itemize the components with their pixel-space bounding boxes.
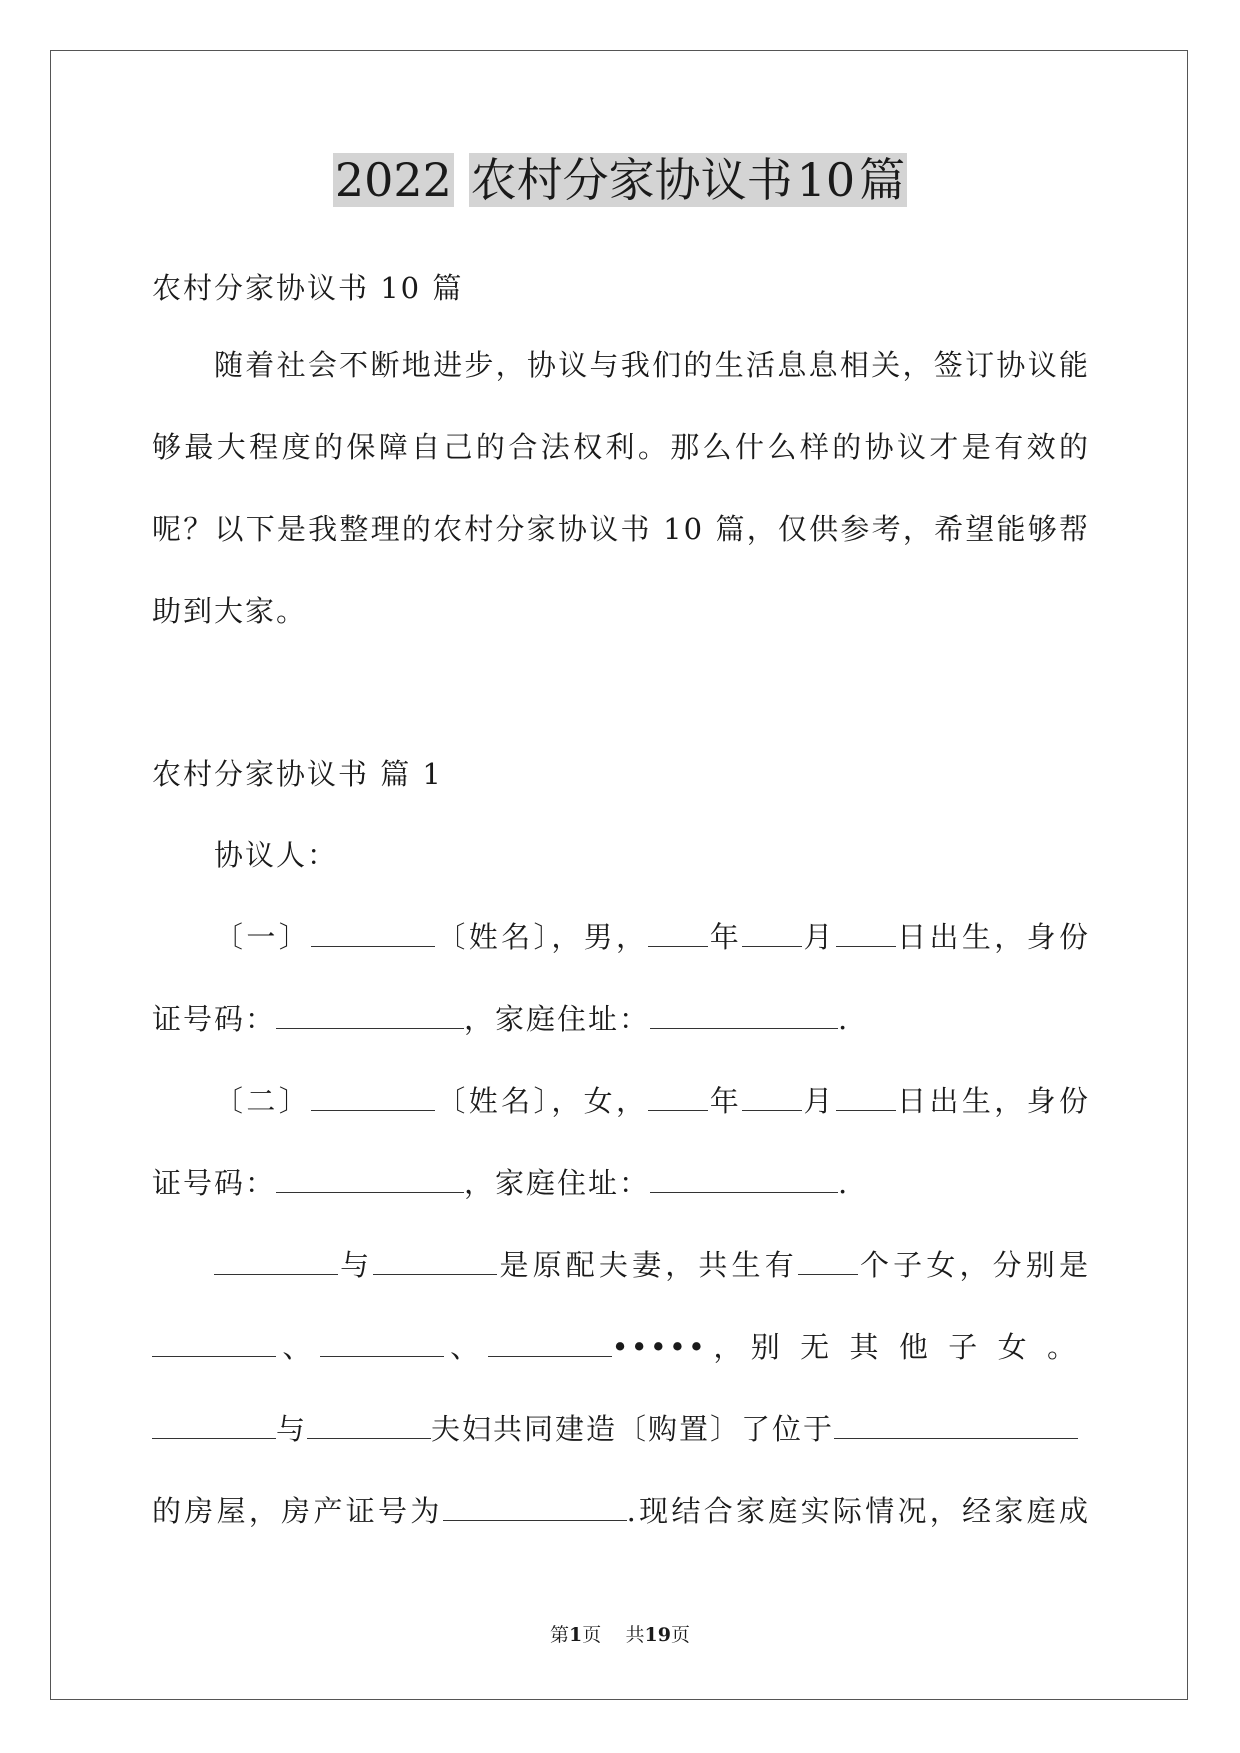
party2-year: 年 — [708, 1084, 743, 1118]
party2-line2 — [152, 1163, 1090, 1203]
party2-prefix: 〔二〕 — [214, 1084, 312, 1118]
party1-line2 — [152, 999, 1090, 1039]
child1-blank[interactable] — [152, 1330, 276, 1357]
party2-name-blank[interactable] — [311, 1084, 435, 1111]
footer-total-prefix: 共 — [625, 1624, 645, 1646]
marriage-sep1: 、 — [276, 1330, 320, 1364]
child2-blank[interactable] — [320, 1330, 444, 1357]
marriage-line2 — [152, 1327, 1090, 1367]
party2-month-blank[interactable] — [742, 1084, 802, 1111]
marriage-dots: •••••， — [611, 1330, 751, 1364]
party1-addr-label: ，家庭住址： — [464, 1002, 651, 1036]
footer-page-prefix: 第 — [550, 1624, 570, 1646]
house-location-blank[interactable] — [834, 1412, 1078, 1439]
marriage-spouses: 是原配夫妻，共生有 — [497, 1248, 798, 1282]
children-count-blank[interactable] — [798, 1248, 858, 1275]
party1-day-birth: 日出生，身份 — [895, 920, 1090, 954]
marriage-no-other: 别无其他子女。 — [750, 1330, 1090, 1364]
party1-id-label: 证号码： — [152, 1002, 277, 1036]
party1-prefix: 〔一〕 — [214, 920, 312, 954]
spouse1-blank[interactable] — [214, 1248, 338, 1275]
section-heading: 农村分家协议书 篇 1 — [152, 757, 443, 791]
party1-id-blank[interactable] — [276, 1002, 464, 1029]
party2-day-blank[interactable] — [836, 1084, 896, 1111]
party1-year: 年 — [708, 920, 743, 954]
party1-line1 — [152, 917, 1090, 957]
party2-id-label: 证号码： — [152, 1166, 277, 1200]
document-title — [0, 150, 1240, 210]
title-number: 10 — [796, 153, 856, 207]
footer-page-mid: 页 — [582, 1624, 602, 1646]
footer-page-num: 1 — [569, 1624, 583, 1646]
intro-line-2: 够最大程度的保障自己的合法权利。那么什么样的协议才是有效的 — [152, 430, 1090, 464]
party1-month-blank[interactable] — [742, 920, 802, 947]
party2-month: 月 — [802, 1084, 836, 1118]
party2-day-birth: 日出生，身份 — [895, 1084, 1090, 1118]
party1-day-blank[interactable] — [836, 920, 896, 947]
party1-month: 月 — [802, 920, 836, 954]
house-line1 — [152, 1409, 1090, 1449]
house-line2 — [152, 1491, 1090, 1531]
intro-line-4: 助到大家。 — [152, 594, 308, 628]
house-combine: .现结合家庭实际情况，经家庭成 — [626, 1494, 1090, 1528]
party2-line1 — [152, 1081, 1090, 1121]
marriage-sep2: 、 — [443, 1330, 488, 1364]
title-year: 2022 — [334, 153, 452, 207]
owner1-blank[interactable] — [152, 1412, 276, 1439]
party2-addr-label: ，家庭住址： — [464, 1166, 651, 1200]
party1-end: . — [838, 1002, 850, 1036]
house-with: 与 — [276, 1412, 308, 1446]
title-text: 农村分家协议书 — [470, 153, 793, 207]
party1-name-label: 〔姓名〕，男， — [435, 920, 649, 954]
subtitle: 农村分家协议书 10 篇 — [152, 271, 464, 305]
title-suffix: 篇 — [859, 153, 906, 207]
party1-addr-blank[interactable] — [650, 1002, 838, 1029]
party2-name-label: 〔姓名〕，女， — [435, 1084, 649, 1118]
house-built: 夫妇共同建造〔购置〕了位于 — [431, 1412, 835, 1446]
parties-label: 协议人： — [214, 838, 339, 872]
footer-total-suffix: 页 — [670, 1624, 690, 1646]
party2-addr-blank[interactable] — [650, 1166, 838, 1193]
intro-line-3: 呢？以下是我整理的农村分家协议书 10 篇，仅供参考，希望能够帮 — [152, 512, 1090, 546]
page-footer — [0, 1620, 1240, 1647]
party2-id-blank[interactable] — [276, 1166, 464, 1193]
party1-year-blank[interactable] — [648, 920, 708, 947]
marriage-with: 与 — [338, 1248, 374, 1282]
intro-line-1: 随着社会不断地进步，协议与我们的生活息息相关，签订协议能 — [214, 348, 1090, 382]
party2-year-blank[interactable] — [648, 1084, 708, 1111]
party2-end: . — [838, 1166, 850, 1200]
deed-number-blank[interactable] — [443, 1494, 627, 1521]
marriage-line1 — [152, 1245, 1090, 1285]
house-of: 的房屋，房产证号为 — [152, 1494, 443, 1528]
party1-name-blank[interactable] — [311, 920, 435, 947]
child3-blank[interactable] — [488, 1330, 612, 1357]
footer-total-num: 19 — [644, 1624, 671, 1646]
spouse2-blank[interactable] — [373, 1248, 497, 1275]
owner2-blank[interactable] — [307, 1412, 431, 1439]
marriage-children: 个子女，分别是 — [857, 1248, 1090, 1282]
